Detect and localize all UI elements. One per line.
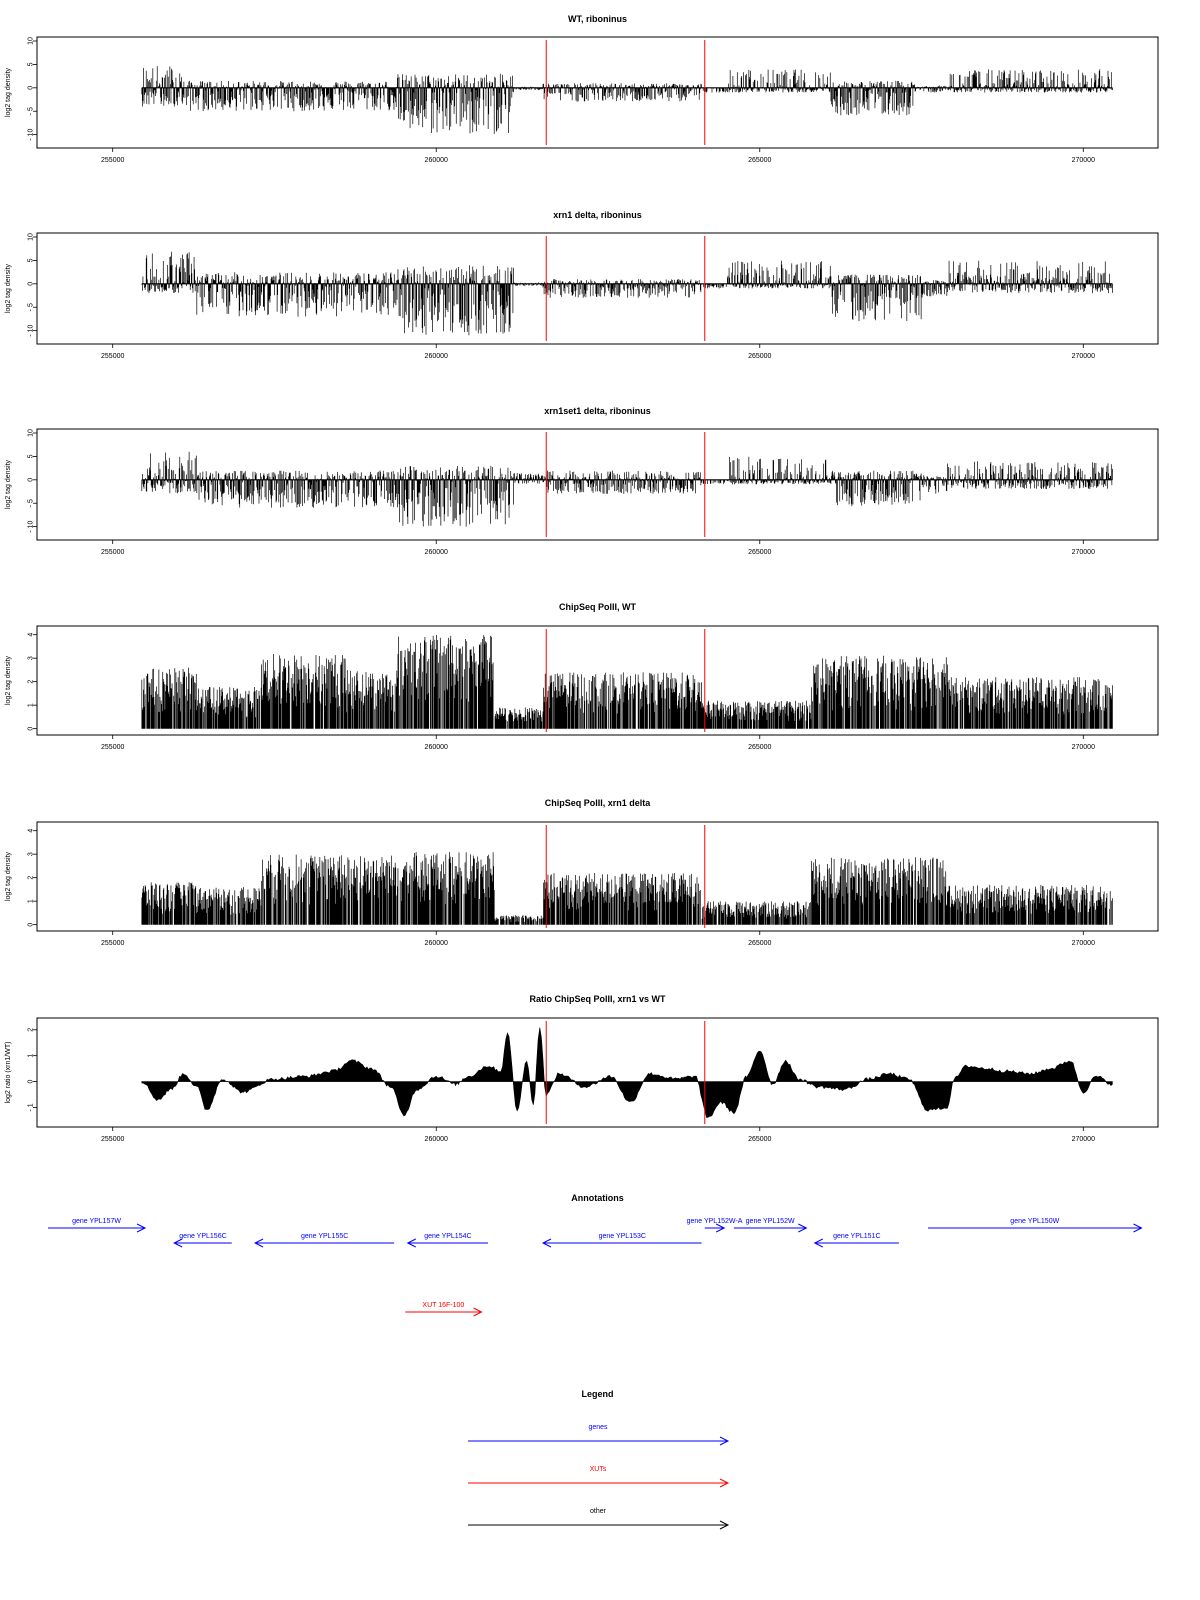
y-tick-label: 5 [27,62,35,67]
chart-panel-6 [5,994,1158,1143]
y-tick-label: 0 [27,1079,35,1084]
y-axis-label: log2 tag density [5,851,12,902]
annotation-label: gene YPL157W [72,1218,121,1225]
annotation-label: gene YPL151C [833,1233,881,1240]
chart-panel-5 [5,798,1158,947]
y-tick-label: 0 [27,281,35,286]
x-tick-label: 270000 [1071,353,1095,360]
chart-title: ChipSeq PolII, xrn1 delta [544,798,651,808]
annotation-item [734,1218,806,1232]
chart-panel-1 [5,14,1158,164]
x-tick-label: 265000 [748,157,772,164]
x-tick-label: 270000 [1071,940,1095,947]
annotation-label: gene YPL156C [179,1233,227,1240]
legend-entry-xuts [468,1466,728,1487]
annotation-item [543,1233,702,1247]
y-tick-label: 10 [27,37,35,45]
x-tick-label: 255000 [101,940,125,947]
legend-entry-other [468,1508,728,1529]
x-tick-label: 265000 [748,1136,772,1143]
chart-title: WT, riboninus [568,14,627,24]
x-tick-label: 260000 [424,157,448,164]
annotation-label: gene YPL155C [300,1233,349,1240]
x-tick-label: 270000 [1071,157,1095,164]
x-tick-label: 270000 [1071,1136,1095,1143]
x-tick-label: 255000 [101,353,125,360]
annotation-item [687,1218,743,1232]
y-tick-label: 2 [27,1027,35,1032]
x-tick-label: 265000 [748,744,772,751]
legend-panel [468,1389,728,1529]
annotation-item [48,1218,145,1232]
y-tick-label: 4 [27,828,35,833]
y-tick-label: - 5 [27,499,35,508]
annotation-label: gene YPL152W-A [686,1218,743,1225]
y-axis-label: log2 tag density [5,459,12,510]
chart-panel-2 [5,210,1158,360]
y-tick-label: 0 [27,922,35,927]
y-axis-label: log2 tag density [5,67,12,118]
y-tick-label: 2 [27,679,35,684]
y-tick-label: 3 [27,656,35,661]
y-tick-label: 4 [27,632,35,637]
x-tick-label: 255000 [101,157,125,164]
y-tick-label: 0 [27,477,35,482]
y-tick-label: 1 [27,703,35,708]
chart-panel-4 [5,602,1158,751]
data-bars [142,252,1113,335]
annotation-label: gene YPL153C [598,1233,646,1240]
x-tick-label: 255000 [101,549,125,556]
x-tick-label: 265000 [748,940,772,947]
y-tick-label: 5 [27,258,35,263]
x-tick-label: 265000 [748,353,772,360]
x-tick-label: 260000 [424,549,448,556]
y-axis-label: log2 tag density [5,263,12,314]
data-bars [142,852,1113,925]
annotations-title: Annotations [571,1193,624,1203]
y-axis-label: log2 tag density [5,655,12,706]
annotation-item [815,1233,899,1247]
legend-label: XUTs [589,1466,607,1473]
chart-title: xrn1set1 delta, riboninus [544,406,651,416]
annotation-item [408,1233,488,1247]
y-tick-label: 2 [27,875,35,880]
x-tick-label: 270000 [1071,549,1095,556]
y-tick-label: - 10 [27,324,35,337]
y-tick-label: 10 [27,233,35,241]
x-tick-label: 255000 [101,1136,125,1143]
chart-panel-3 [5,406,1158,556]
data-bars [142,66,1113,134]
legend-label: other [590,1508,606,1515]
chart-title: ChipSeq PolII, WT [559,602,636,612]
y-tick-label: 1 [27,1053,35,1058]
annotation-label: gene YPL152W [745,1218,795,1225]
x-tick-label: 260000 [424,940,448,947]
y-tick-label: - 10 [27,128,35,141]
x-tick-label: 255000 [101,744,125,751]
annotation-label: gene YPL150W [1010,1218,1060,1225]
data-bars [142,452,1113,527]
x-tick-label: 260000 [424,353,448,360]
y-tick-label: - 5 [27,107,35,116]
annotation-item [928,1218,1142,1232]
annotation-label: gene YPL154C [424,1233,472,1240]
y-tick-label: 10 [27,429,35,437]
legend-entry-genes [468,1424,728,1445]
y-axis-label: log2 ratio (xrn1/WT) [5,1041,12,1104]
x-tick-label: 260000 [424,1136,448,1143]
chart-title: Ratio ChipSeq PolII, xrn1 vs WT [529,994,666,1004]
legend-label: genes [588,1424,608,1431]
y-tick-label: 0 [27,85,35,90]
chart-title: xrn1 delta, riboninus [553,210,642,220]
x-tick-label: 265000 [748,549,772,556]
x-tick-label: 270000 [1071,744,1095,751]
data-bars [142,635,1113,729]
legend-title: Legend [581,1389,614,1399]
y-tick-label: 1 [27,899,35,904]
y-tick-label: 5 [27,454,35,459]
y-tick-label: 3 [27,852,35,857]
y-tick-label: - 5 [27,303,35,312]
x-tick-label: 260000 [424,744,448,751]
annotation-label: XUT 16F-100 [422,1302,465,1309]
annotations-panel [48,1193,1142,1316]
annotation-item [405,1302,481,1316]
annotation-item [174,1233,232,1247]
y-tick-label: 0 [27,726,35,731]
ratio-area [142,1028,1113,1118]
annotation-item [255,1233,394,1247]
y-tick-label: - 1 [27,1103,35,1112]
y-tick-label: - 10 [27,520,35,533]
